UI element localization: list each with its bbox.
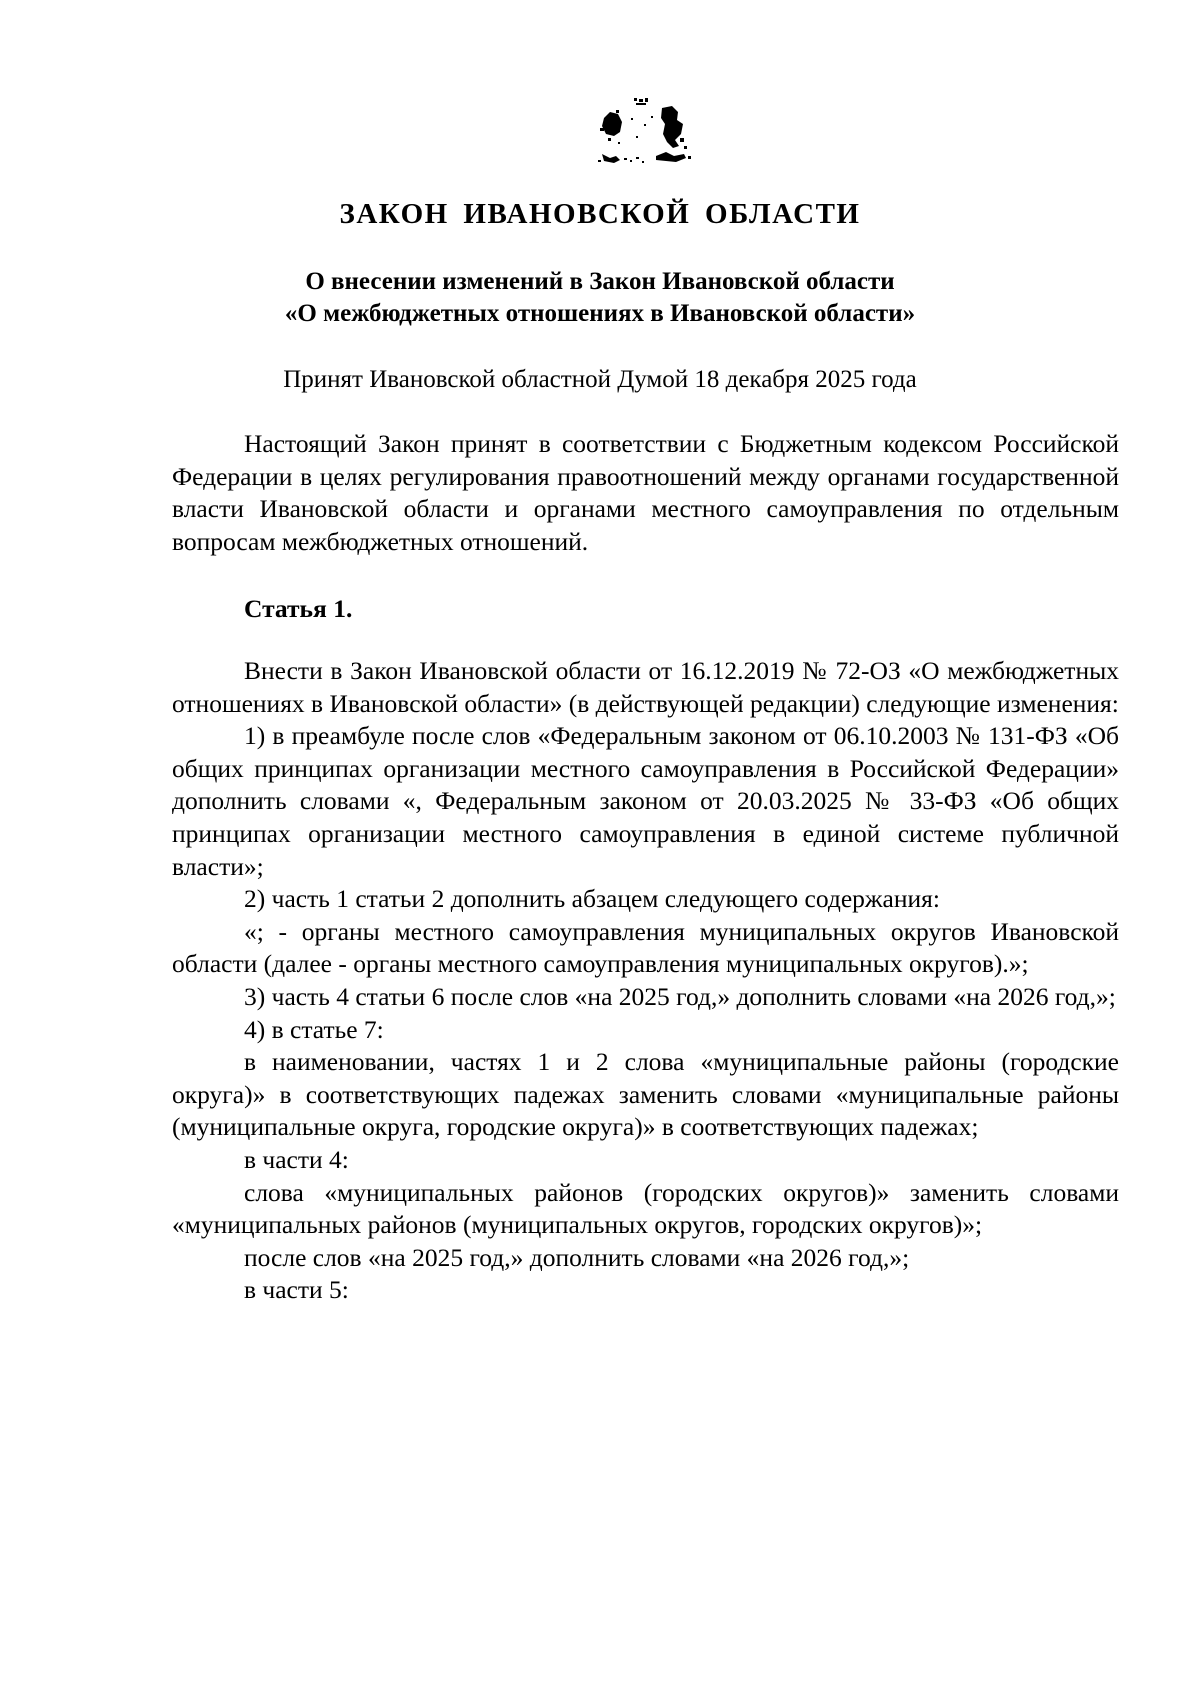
article-body: [172, 655, 1119, 1307]
paragraph: 4) в статье 7:: [244, 1014, 384, 1044]
paragraph: после слов «на 2025 год,» дополнить словами «на 2026 год,»;: [244, 1242, 910, 1272]
adoption-note: Принят Ивановской областной Думой 18 декабря 2025 года: [283, 366, 917, 393]
paragraph: 3) часть 4 статьи 6 после слов «на 2025 год,» дополнить словами «на 2026 год,»;: [244, 981, 1116, 1011]
law-subtitle-line-1: О внесении изменений в Закон Ивановской области: [305, 268, 895, 295]
law-title: ЗАКОН ИВАНОВСКОЙ ОБЛАСТИ: [339, 198, 861, 230]
paragraph: в части 4:: [244, 1144, 349, 1174]
paragraph: слова «муниципальных районов (городских округов)» заменить словами «муниципальных районов (муниципальных округов, городских округов)»;: [172, 1177, 1119, 1240]
preamble: [172, 428, 1119, 558]
paragraph: в наименовании, частях 1 и 2 слова «муниципальные районы (городские округа)» в соответствующих падежах заменить словами «муниципальные районы (муниципальные округа, городские округа)» в соответствующих падежах;: [172, 1047, 1119, 1142]
paragraph: «; - органы местного самоуправления муниципальных округов Ивановской области (далее - органы местного самоуправления муниципальных округов).»;: [172, 916, 1119, 979]
paragraph: 1) в преамбуле после слов «Федеральным законом от 06.10.2003 № 131-ФЗ «Об общих принципах организации местного самоуправления в Российской Федерации» дополнить словами «, Федеральным законом от 20.03.2025 № 33-ФЗ «Об общих принципах организации местного самоуправления в единой системе публичной власти»;: [172, 721, 1119, 881]
paragraph: 2) часть 1 статьи 2 дополнить абзацем следующего содержания:: [244, 884, 940, 914]
law-subtitle: [0, 266, 1200, 330]
law-subtitle-line-2: «О межбюджетных отношениях в Ивановской области»: [284, 300, 916, 327]
article-heading: Статья 1.: [244, 594, 353, 623]
coat-of-arms-icon: [596, 98, 696, 178]
paragraph: в части 5:: [244, 1275, 349, 1305]
paragraph: Внести в Закон Ивановской области от 16.12.2019 № 72-ОЗ «О межбюджетных отношениях в Ивановской области» (в действующей редакции) следующие изменения:: [172, 656, 1119, 718]
preamble-paragraph: Настоящий Закон принят в соответствии с Бюджетным кодексом Российской Федерации в целях регулирования правоотношений между органами государственной власти Ивановской области и органами местного самоуправления по отдельным вопросам межбюджетных отношений.: [172, 429, 1119, 556]
